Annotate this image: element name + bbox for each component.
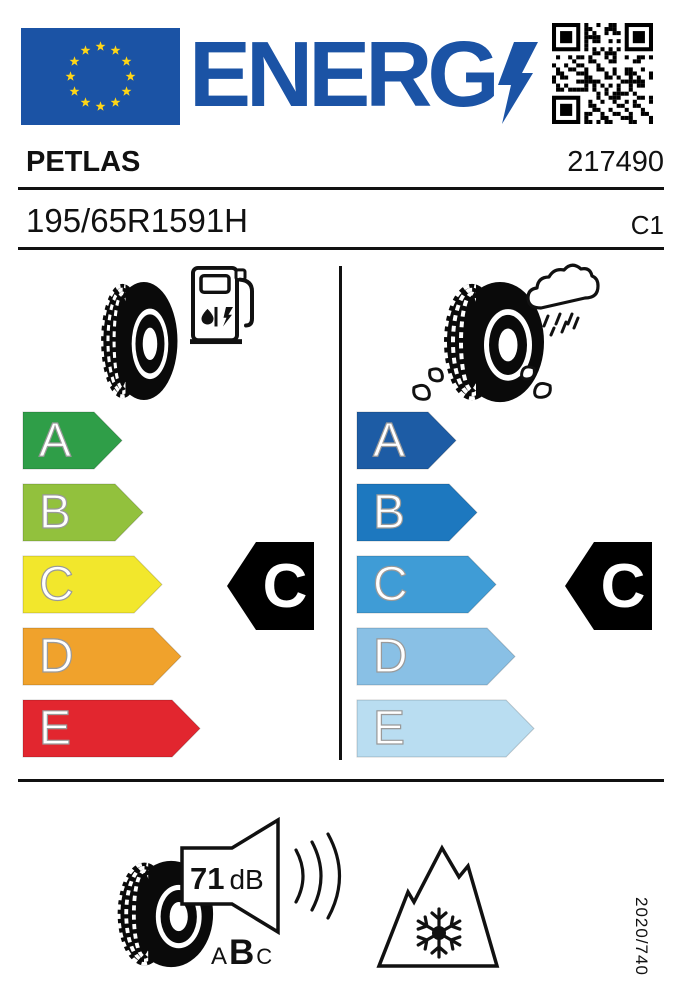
qr-code-icon bbox=[552, 23, 653, 124]
brand-name: PETLAS bbox=[26, 146, 141, 178]
eu-flag-icon bbox=[21, 28, 180, 125]
fuel-pump-icon bbox=[190, 264, 256, 346]
regulation-number: 2020/740 bbox=[632, 897, 651, 976]
separator-line-1 bbox=[18, 187, 664, 190]
rain-cloud-icon bbox=[520, 262, 600, 338]
lightning-bolt-icon bbox=[498, 42, 538, 124]
fuel-grade-row-c bbox=[23, 556, 162, 613]
tire-icon bbox=[95, 281, 179, 401]
fuel-grade-letter: B bbox=[39, 486, 72, 539]
wet-grade-row-a bbox=[357, 412, 456, 469]
sound-waves-icon bbox=[296, 834, 340, 918]
fuel-rating-letter: C bbox=[262, 551, 308, 621]
tire-size: 195/65R1591H bbox=[26, 202, 249, 239]
center-divider bbox=[339, 266, 342, 760]
noise-level bbox=[190, 861, 264, 897]
snowflake-mountain-icon bbox=[376, 845, 500, 969]
fuel-grade-row-a bbox=[23, 412, 122, 469]
wet-grade-letter: C bbox=[373, 558, 408, 611]
fuel-grade-row-d bbox=[23, 628, 181, 685]
wet-grade-letter: E bbox=[373, 702, 406, 755]
noise-class-a: A bbox=[211, 943, 228, 970]
wet-grade-row-c bbox=[357, 556, 496, 613]
fuel-grade-letter: C bbox=[39, 558, 74, 611]
wet-grade-row-d bbox=[357, 628, 515, 685]
wet-rating-letter: C bbox=[600, 551, 646, 621]
fuel-grade-letter: D bbox=[39, 630, 74, 683]
wet-grade-row-e bbox=[357, 700, 534, 757]
wet-grade-letter: A bbox=[373, 414, 406, 467]
noise-class-c: C bbox=[256, 944, 273, 969]
wet-grade-letter: B bbox=[373, 486, 406, 539]
fuel-grade-row-e bbox=[23, 700, 200, 757]
wet-grade-row-b bbox=[357, 484, 477, 541]
noise-class-scale bbox=[211, 933, 272, 973]
fuel-grade-letter: A bbox=[39, 414, 72, 467]
noise-class-b: B bbox=[229, 933, 255, 972]
noise-value: 71 bbox=[190, 861, 225, 896]
article-number: 217490 bbox=[567, 146, 664, 178]
noise-unit: dB bbox=[229, 864, 264, 895]
tire-class: C1 bbox=[630, 210, 664, 240]
fuel-grade-letter: E bbox=[39, 702, 72, 755]
wet-rating-indicator bbox=[565, 542, 652, 630]
wet-grade-letter: D bbox=[373, 630, 408, 683]
separator-line-3 bbox=[18, 779, 664, 782]
energ-title: ENERG bbox=[189, 21, 495, 126]
fuel-grade-row-b bbox=[23, 484, 143, 541]
separator-line-2 bbox=[18, 247, 664, 250]
fuel-rating-indicator bbox=[227, 542, 314, 630]
